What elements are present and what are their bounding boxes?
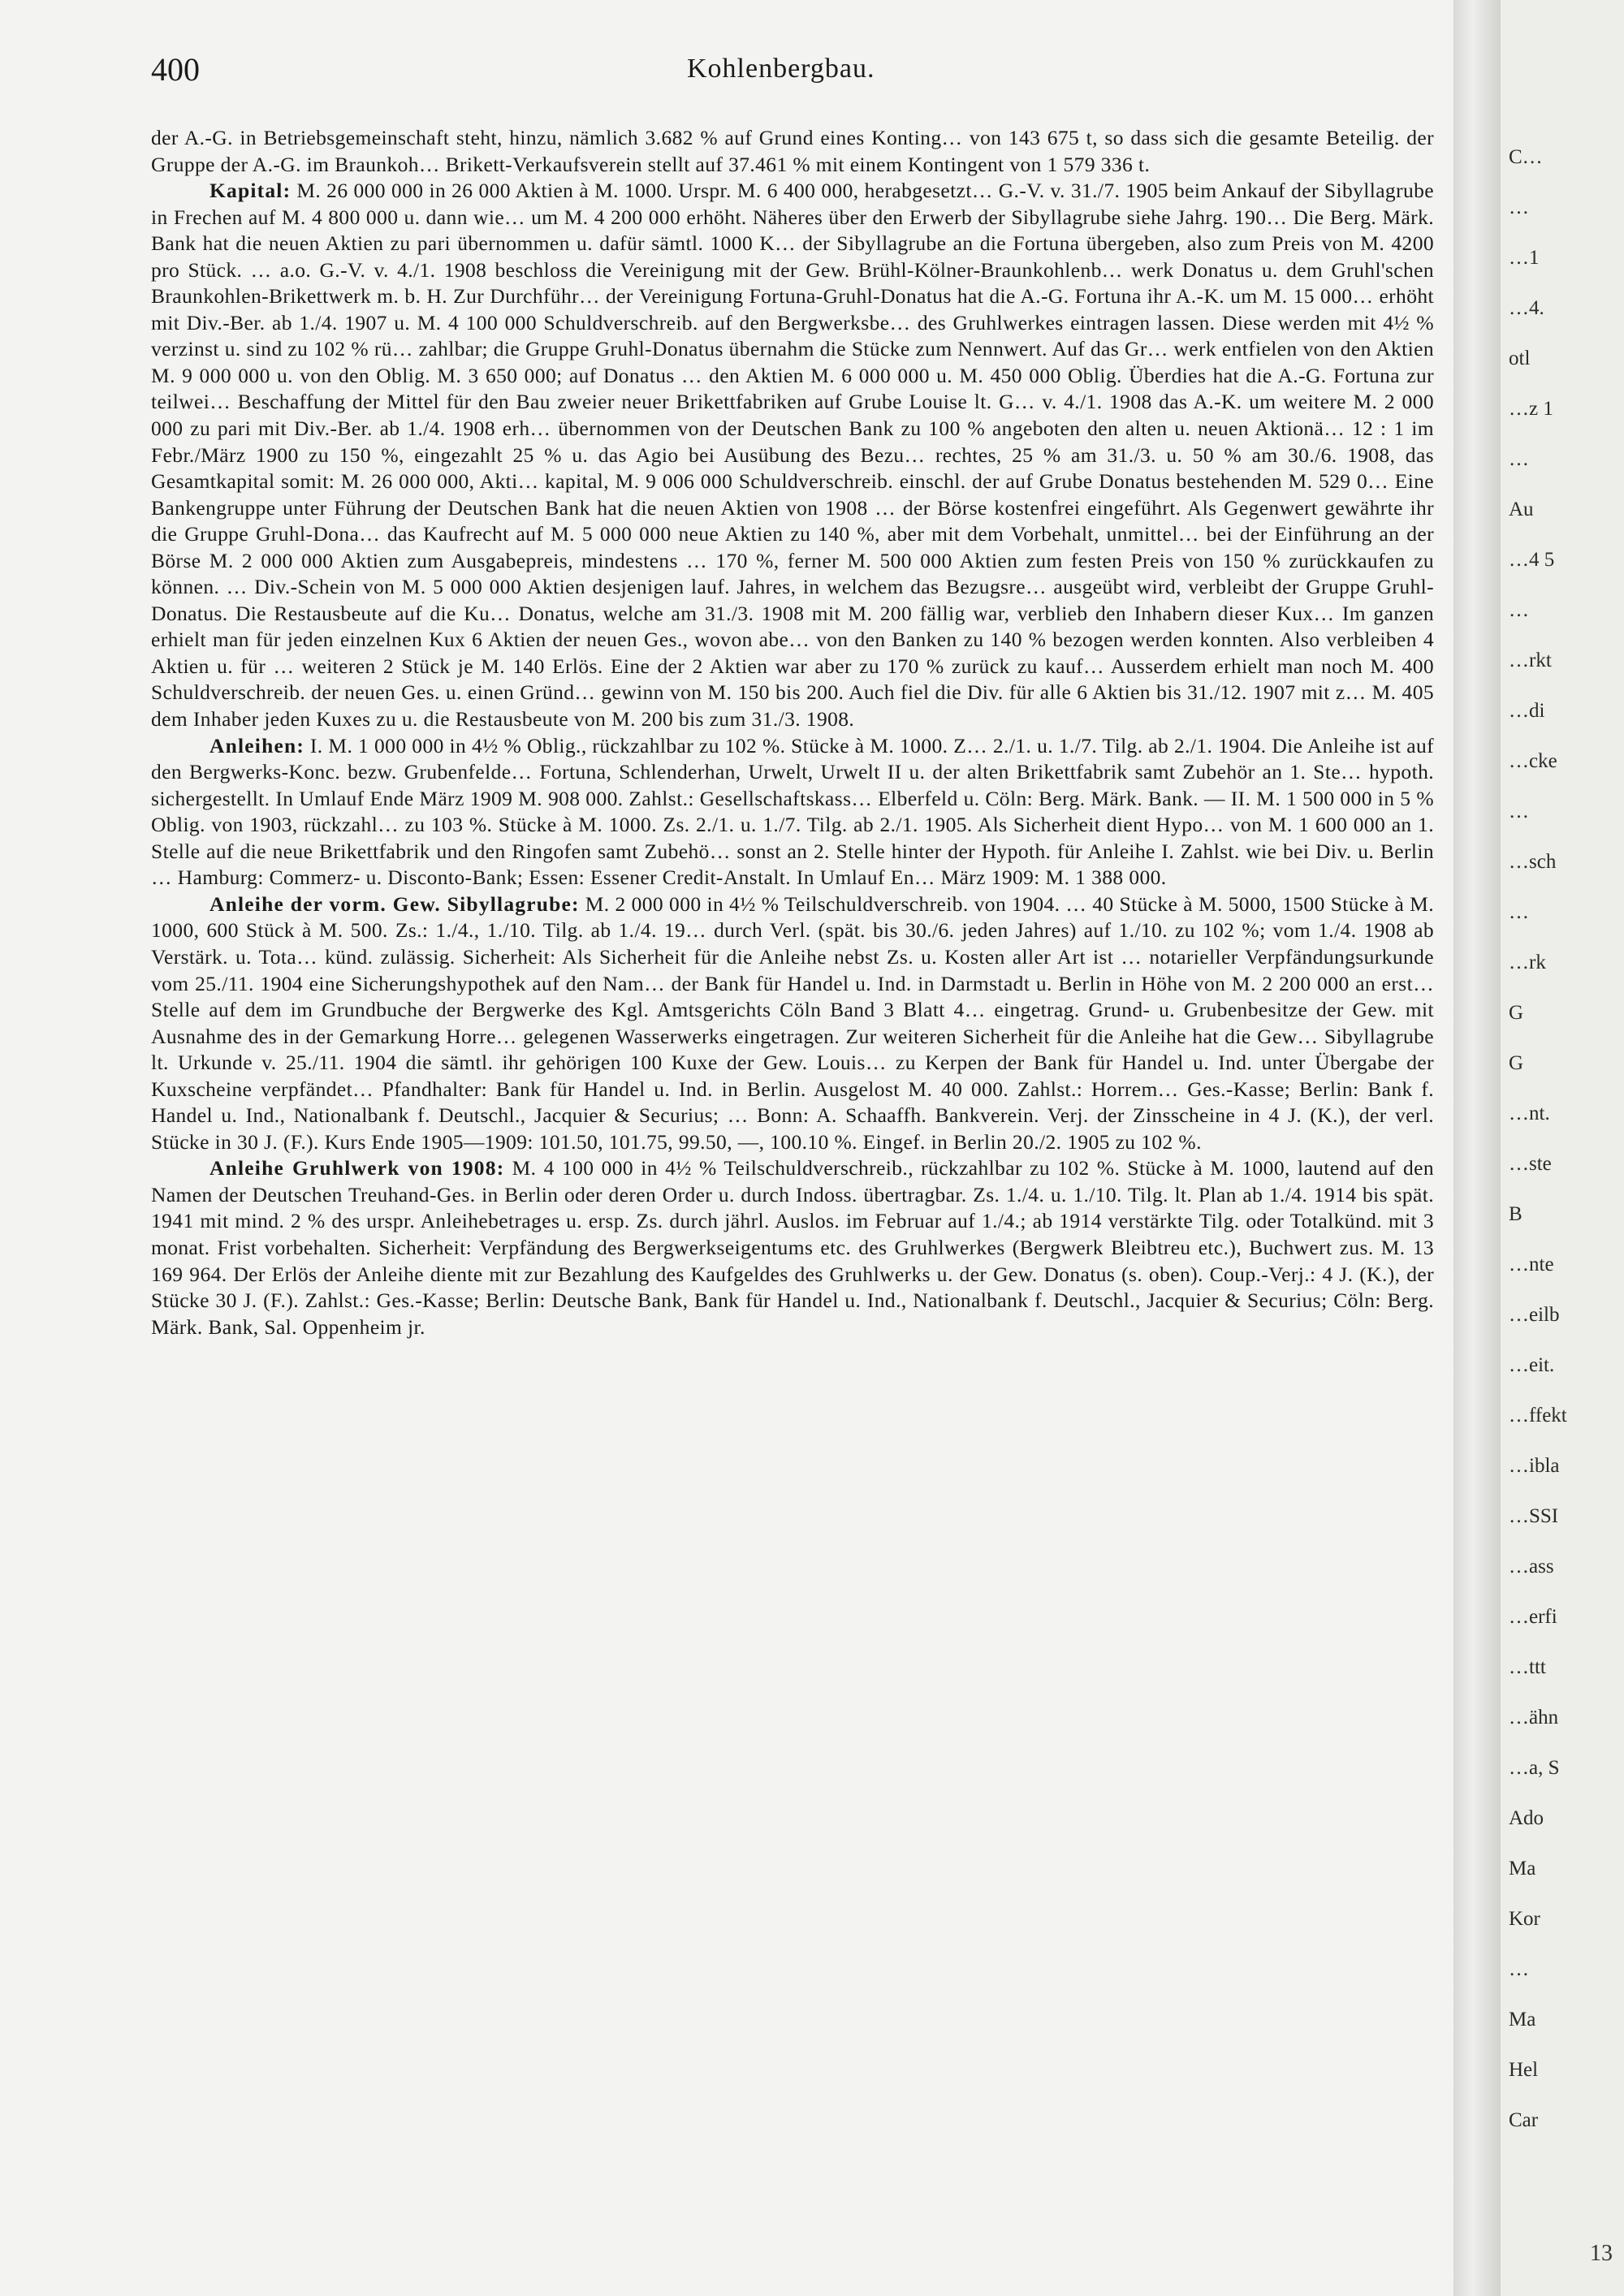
right-page-fragment: Au: [1509, 498, 1534, 520]
right-page-fragment: G: [1509, 1002, 1524, 1024]
right-page-fragment: …ähn: [1509, 1707, 1559, 1728]
right-page-fragment: …nte: [1509, 1254, 1554, 1275]
page-gutter: [1453, 0, 1501, 2296]
right-page-fragment: …: [1509, 1958, 1529, 1980]
page-header: [151, 50, 1434, 91]
paragraph-text: M. 4 100 000 in 4½ % Teilschuldverschreib., rückzahlbar zu 102 %. Stücke à M. 1000, lautend auf den Namen der Deutschen Treuhand-Ges. in Berlin oder deren Order u. durch Indoss. übertragbar. Zs. 1./4. u. 1./10. Tilg. lt. Plan ab 1./4. 1914 bis spät. 1941 mit mind. 2 % des urspr. Anleihebetrages u. ersp. Zs. durch jährl. Auslos. im Februar auf 1./4.; ab 1914 verstärkte Tilg. oder Totalkünd. mit 3 monat. Frist vorbehalten. Sicherheit: Verpfändung des Bergwerkseigentums etc. des Gruhlwerkes (Bergwerk Bleibtreu etc.), Buchwert zus. M. 13 169 964. Der Erlös der Anleihe diente mit zur Bezahlung des Kaufgeldes des Gruhlwerks u. der Gew. Donatus (s. oben). Coup.-Verj.: 4 J. (K.), der Stücke 30 J. (F.). Zahlst.: Ges.-Kasse; Berlin: Deutsche Bank, Bank für Handel u. Ind., Nationalbank f. Deutschl., Jacquier & Securius; Cöln: Berg. Märk. Bank, Sal. Oppenheim jr.: [151, 1156, 1434, 1339]
paragraph-text: M. 2 000 000 in 4½ % Teilschuldverschreib. von 1904. … 40 Stücke à M. 5000, 1500 Stücke à M. 1000, 600 Stück à M. 500. Zs.: 1./4., 1./10. Tilg. ab 1./4. 19… durch Verl. (spät. bis 30./6. jeden Jahres) auf 1./10. zu 102 %; vom 1./4. 1908 ab Verstärk. u. Tota… künd. zulässig. Sicherheit: Als Sicherheit für die Anleihe nebst Zs. u. Kosten aller Art ist … notarieller Verpfändungsurkunde vom 25./11. 1904 eine Sicherungshypothek auf den Nam… der Bank für Handel u. Ind. in Darmstadt u. Berlin in Höhe von M. 2 200 000 an erst… Stelle auf dem im Grundbuche der Bergwerke des Kgl. Amtsgerichts Cöln Band 3 Blatt 4… eingetrag. Grund- u. Grubenbesitze der Gew. mit Ausnahme des in der Gemarkung Horre… gelegenen Wasserwerks eingetragen. Zur weiteren Sicherheit für die Anleihe hat die Gew… Sibyllagrube lt. Urkunde v. 25./11. 1904 die sämtl. ihr gehörigen 100 Kuxe der Gew. Louis… zu Kerpen der Bank für Handel u. Ind. unter Übergabe der Kuxscheine verpfändet… Pfandhalter: Bank für Handel u. Ind. in Berlin. Ausgelost M. 40 000. Zahlst.: Horrem… Ges.-Kasse; Berlin: Bank f. Handel u. Ind., Nationalbank f. Deutschl., Jacquier & Securius; … Bonn: A. Schaaffh. Bankverein. Verj. der Zinsscheine in 4 J. (K.), der verl. Stücke in 30 J. (F.). Kurs Ende 1905—1909: 101.50, 101.75, 99.50, —, 100.10 %. Eingef. in Berlin 20./2. 1905 zu 102 %.: [151, 891, 1434, 1154]
page-number: 400: [151, 51, 200, 88]
right-page-fragment: …: [1509, 901, 1529, 923]
right-page-fragment: …cke: [1509, 750, 1557, 772]
right-page-fragment: …: [1509, 801, 1529, 822]
paragraph-lead: Anleihen:: [209, 733, 305, 757]
right-page-fragment: Hel: [1509, 2059, 1539, 2081]
right-page-fragment: …ste: [1509, 1153, 1552, 1175]
body-text: [151, 125, 1434, 1340]
right-page-fragment: …z 1: [1509, 398, 1553, 420]
paragraph-anleihen: [151, 733, 1434, 891]
paragraph-lead: Kapital:: [209, 179, 292, 203]
right-page-fragment: …nt.: [1509, 1103, 1550, 1124]
right-page-fragment: …rkt: [1509, 650, 1552, 671]
paragraph-intro: [151, 125, 1434, 178]
right-page-fragment: …eilb: [1509, 1304, 1560, 1326]
right-page-fragment: Ado: [1509, 1807, 1544, 1829]
right-page-fragment: …1: [1509, 247, 1540, 269]
paragraph-lead: Anleihe der vorm. Gew. Sibyllagrube:: [209, 891, 580, 916]
right-page-fragment: …ttt: [1509, 1656, 1546, 1678]
paragraph-text: M. 26 000 000 in 26 000 Aktien à M. 1000. Urspr. M. 6 400 000, herabgesetzt… G.-V. v. 31./7. 1905 beim Ankauf der Sibyllagrube in Frechen auf M. 4 800 000 u. dann wie… um M. 4 200 000 erhöht. Näheres über den Erwerb der Sibyllagrube siehe Jahrg. 190… Die Berg. Märk. Bank hat die neuen Aktien zu pari übernommen u. dafür sämtl. 1000 K… der Sibyllagrube an die Fortuna übergeben, also zum Preis von M. 4200 pro Stück. … a.o. G.-V. v. 4./1. 1908 beschloss die Vereinigung mit der Gew. Brühl-Kölner-Braunkohlenb… werk Donatus u. dem Gruhl'schen Braunkohlen-Brikettwerk m. b. H. Zur Durchführ… der Vereinigung Fortuna-Gruhl-Donatus hat die A.-G. Fortuna ihr A.-K. um M. 15 000… erhöht mit Div.-Ber. ab 1./4. 1907 u. M. 4 100 000 Schuldverschreib. auf den Bergwerksbe… des Gruhlwerkes eintragen lassen. Diese werden mit 4½ % verzinst u. sind zu 102 % rü… zahlbar; die Gruppe Gruhl-Donatus übernahm die Stücke zum Nennwert. Auf das Gr… werk entfielen von den Aktien M. 9 000 000 u. von den Oblig. M. 3 650 000; auf Donatus … den Aktien M. 6 000 000 u. M. 450 000 Oblig. Überdies hat die A.-G. Fortuna zur teilwei… Beschaffung der Mittel für den Bau zweier neuer Brikettfabriken auf Grube Louise lt. G… v. 4./1. 1908 das A.-K. um weitere M. 2 000 000 zu pari mit Div.-Ber. ab 1./4. 1908 erh… übernommen von der Deutschen Bank zu 100 % angeboten den alten u. neuen Aktionä… 12 : 1 im Febr./März 1900 zu 150 %, eingezahlt 25 % u. das Agio bei Ausübung des Bezu… rechtes, 25 % am 31./3. u. 50 % am 30./6. 1908, das Gesamtkapital somit: M. 26 000 000, Akti… kapital, M. 9 006 000 Schuldverschreib. einschl. der auf Grube Donatus bestehenden M. 529 0… Eine Bankengruppe unter Führung der Deutschen Bank hat die neuen Aktien von 1908 … der Börse kostenfrei eingeführt. Als Gegenwert gewährte ihr die Gruppe Gruhl-Dona… das Kaufrecht auf M. 5 000 000 neue Aktien zu 140 %, aber mit dem Vorbehalt, unmittel… bei der Einführung an der Börse M. 2 000 000 Aktien zum Ausgabepreis, mindestens … 170 %, ferner M. 500 000 Aktien zum festen Preis von 150 % zurückkaufen zu können. … Div.-Schein von M. 5 000 000 Aktien desjenigen lauf. Jahres, in welchem das Bezugsre… ausgeübt wird, verbleibt der Gruppe Gruhl-Donatus. Die Restausbeute auf die Ku… Donatus, welche am 31./3. 1908 mit M. 200 fällig war, verblieb den Inhabern dieser Kux… Im ganzen erhielt man für jeden einzelnen Kux 6 Aktien der neuen Ges., wovon abe… von den Banken zu 140 % bezogen werden konnten. Also verbleiben 4 Aktien u. für … weiteren 2 Stück je M. 140 Erlös. Eine der 2 Aktien war aber zu 170 % zurück zu kauf… Ausserdem erhielt man noch M. 400 Schuldverschreib. der neuen Ges. u. einen Gründ… gewinn von M. 150 bis 200. Auch fiel die Div. für alle 6 Aktien bis 31./12. 1907 mit z… M. 405 dem Inhaber jeden Kuxes zu u. die Restausbeute von M. 200 bis zum 31./3. 1908.: [151, 179, 1434, 732]
right-page-fragment: …di: [1509, 700, 1545, 722]
right-page-fragment: …: [1509, 196, 1529, 218]
paragraph-text: der A.-G. in Betriebsgemeinschaft steht, hinzu, nämlich 3.682 % auf Grund eines Konting… von 143 675 t, so dass sich die gesamte Beteilig. der Gruppe der A.-G. im Braunkoh… Brikett-Verkaufsverein stellt auf 37.461 % mit einem Kontingent von 1 579 336 t.: [151, 126, 1434, 176]
paragraph-lead: Anleihe Gruhlwerk von 1908:: [209, 1156, 505, 1180]
right-page-fragment: Car: [1509, 2109, 1539, 2131]
right-page-fragment: Ma: [1509, 2009, 1536, 2031]
right-page-fragment: G: [1509, 1052, 1524, 1074]
right-page-fragment: …rk: [1509, 952, 1546, 973]
right-page-fragment: …ibla: [1509, 1455, 1560, 1477]
running-head: Kohlenbergbau.: [687, 54, 875, 84]
right-page-fragment: C…: [1509, 146, 1543, 168]
right-page-fragment: Kor: [1509, 1908, 1540, 1930]
right-page-fragment: …a, S: [1509, 1757, 1560, 1779]
paragraph-anleihe-gruhlwerk: [151, 1155, 1434, 1340]
right-page-fragment: …ffekt: [1509, 1405, 1567, 1426]
paragraph-text: I. M. 1 000 000 in 4½ % Oblig., rückzahlbar zu 102 %. Stücke à M. 1000. Z… 2./1. u. 1./7. Tilg. ab 2./1. 1904. Die Anleihe ist auf den Bergwerks-Konc. bezw. Grubenfelde… Fortuna, Schlenderhan, Urwelt, Urwelt II u. der alten Brikettfabrik samt Zubehör an 1. Ste… hypoth. sichergestellt. In Umlauf Ende März 1909 M. 908 000. Zahlst.: Gesellschaftskass… Elberfeld u. Cöln: Berg. Märk. Bank. — II. M. 1 500 000 in 5 % Oblig. von 1903, rückzahl… zu 103 %. Stücke à M. 1000. Zs. 2./1. u. 1./7. Tilg. ab 2./1. 1905. Als Sicherheit dient Hypo… von M. 1 600 000 an 1. Stelle auf die neue Brikettfabrik und den Ringofen samt Zubehö… sonst an 2. Stelle hinter der Hypoth. für Anleihe I. Zahlst. wie bei Div. u. Berlin … Hamburg: Commerz- u. Disconto-Bank; Essen: Essener Credit-Anstalt. In Umlauf En… März 1909: M. 1 388 000.: [151, 733, 1434, 890]
right-page-edge: [1501, 0, 1624, 2296]
right-page-fragment: …: [1509, 599, 1529, 621]
right-page-fragment: …4.: [1509, 297, 1544, 319]
paragraph-kapital: [151, 178, 1434, 732]
right-page-fragment: …sch: [1509, 851, 1557, 873]
right-page-fragment: …eit.: [1509, 1354, 1555, 1376]
right-page-fragment: …: [1509, 448, 1529, 470]
paragraph-anleihe-sibyllagrube: [151, 891, 1434, 1155]
right-page-fragment: …SSI: [1509, 1505, 1559, 1527]
right-page-fragment: …ass: [1509, 1556, 1554, 1577]
right-page-fragment: …4 5: [1509, 549, 1555, 571]
right-page-fragment: Ma: [1509, 1858, 1536, 1880]
right-page-fragment: B: [1509, 1203, 1522, 1225]
right-page-number: 13: [1590, 2241, 1613, 2266]
right-page-fragment: …erfi: [1509, 1606, 1557, 1628]
right-page-fragment: otl: [1509, 347, 1531, 369]
